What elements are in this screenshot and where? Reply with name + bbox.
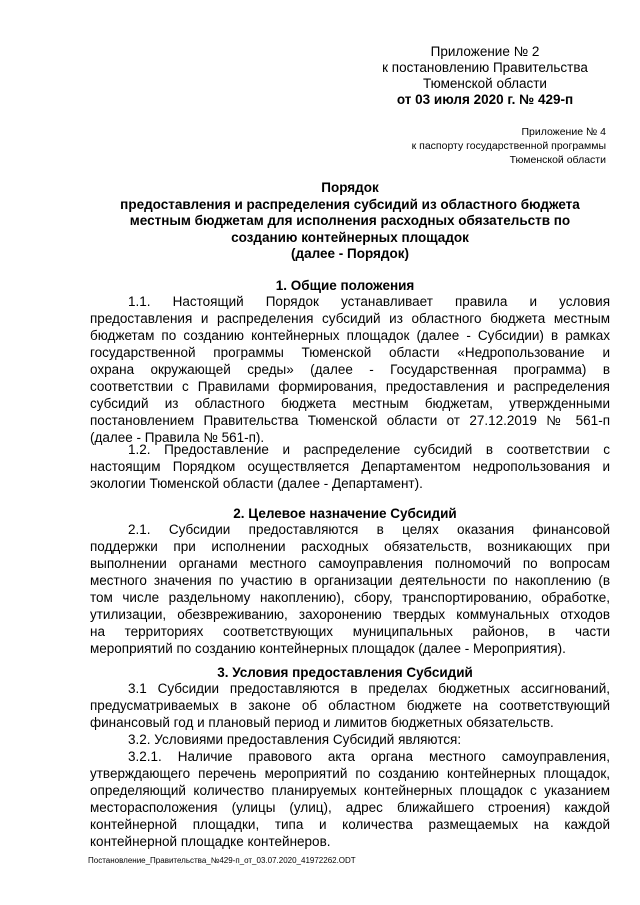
text-line: определяющий количество планируемых контейнерных площадок с указанием [90,783,610,798]
paragraph-1-1 [90,293,610,446]
appendix-4-reference: к паспорту государственной программы [411,140,606,152]
title-line-3: местным бюджетам для исполнения расходных обязательств по [129,213,571,228]
text-line: утилизации, обезвреживанию, захоронению твердых коммунальных отходов [90,607,610,622]
text-line: (далее - Правила № 561-п). [90,430,265,445]
paragraph-3-2-1 [90,748,610,850]
section-heading-3: 3. Условия предоставления Субсидий [217,665,473,680]
paragraph-3-1 [90,680,610,731]
text-line: местного значения по участию в организации деятельности по накоплению (в [90,573,610,588]
text-line: экологии Тюменской области (далее - Департамент). [90,476,423,491]
text-line: 3.2. Условиями предоставления Субсидий являются: [128,732,462,747]
appendix-2-header [360,44,610,108]
title-line-2: предоставления и распределения субсидий из областного бюджета [120,196,580,212]
section-heading-2: 2. Целевое назначение Субсидий [233,506,457,521]
paragraph-1-2 [90,441,610,492]
text-line: мероприятий по созданию контейнерных площадок (далее - Мероприятия). [90,641,566,656]
text-line: финансовый год и плановый период и лимитов бюджетных обязательств. [90,715,554,730]
title-line-5: (далее - Порядок) [291,246,409,261]
text-line: контейнерной площадки, типа и количества размещаемых на каждой [90,817,610,832]
text-line: 3.2.1. Наличие правового акта органа местного самоуправления, [128,749,610,764]
title-line-4: созданию контейнерных площадок [231,229,469,245]
text-line: постановлением Правительства Тюменской области от 27.12.2019 № 561-п [90,413,610,428]
text-line: месторасположения (улицы (улиц), адрес ближайшего строения) каждой [90,800,610,815]
text-line: охрана окружающей среды» (далее - Государственная программа) в [90,362,610,377]
text-line: субсидий из областного бюджета местным бюджетам, утвержденными [90,396,610,411]
appendix-2-region: Тюменской области [423,76,547,91]
text-line: выполнении органами местного самоуправления полномочий по вопросам [90,556,610,571]
text-line: поддержки при исполнении расходных обязательств, возникающих при [90,539,610,554]
text-line: государственной программы Тюменской области «Недропользование и [90,345,610,360]
text-line: предоставления и распределения субсидий из областного бюджета местным [90,311,610,326]
appendix-4-region: Тюменской области [509,154,606,166]
paragraph-3-2 [90,731,610,748]
text-line: настоящим Порядком осуществляется Департаментом недропользования и [90,459,610,474]
document-title [100,180,600,263]
text-line: 1.2. Предоставление и распределение субсидий в соответствии с [128,442,610,457]
appendix-4-header [412,125,606,167]
section-heading-1: 1. Общие положения [275,278,415,293]
title-line-1: Порядок [321,180,379,195]
text-line: предусматриваемых в законе об областном бюджете на соответствующий [90,698,610,713]
text-line: утверждающего перечень мероприятий по созданию контейнерных площадок, [90,766,610,781]
text-line: бюджетам по созданию контейнерных площадок (далее - Субсидии) в рамках [90,328,610,343]
appendix-4-number: Приложение № 4 [521,126,606,138]
text-line: 1.1. Настоящий Порядок устанавливает правила и условия [128,294,610,309]
text-line: соответствии с Правилами формирования, предоставления и распределения [90,379,610,394]
text-line: на территориях соответствующих муниципальных районов, в части [90,624,610,639]
file-footer: Постановление_Правительства_№429-п_от_03.07.2020_41972262.ODT [88,856,356,865]
text-line: том числе раздельному накоплению), сбору, транспортированию, обработке, [90,590,610,605]
appendix-2-reference: к постановлению Правительства [382,60,588,75]
appendix-2-number: Приложение № 2 [430,44,540,59]
appendix-2-date: от 03 июля 2020 г. № 429-п [396,92,574,107]
text-line: контейнерной площадке контейнеров. [90,834,331,849]
text-line: 2.1. Субсидии предоставляются в целях оказания финансовой [128,522,610,537]
text-line: 3.1 Субсидии предоставляются в пределах бюджетных ассигнований, [128,681,610,696]
paragraph-2-1 [90,521,610,657]
